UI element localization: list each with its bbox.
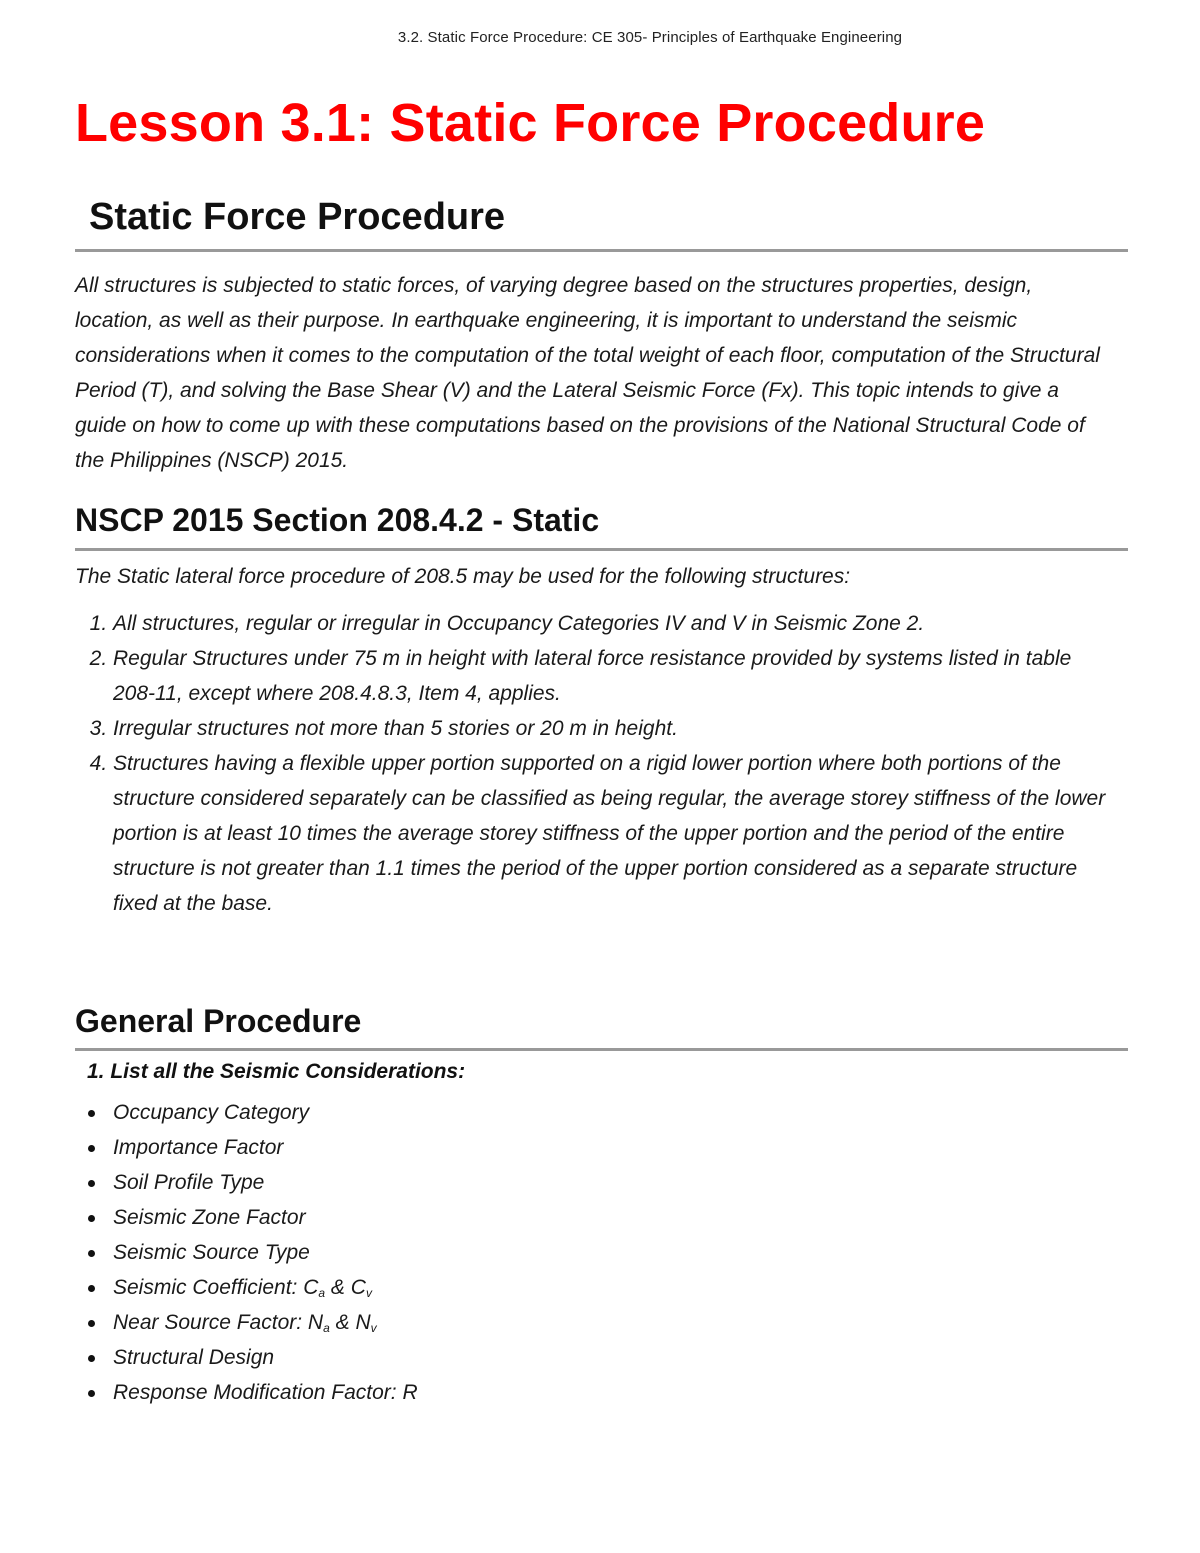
list-item: 4. Structures having a flexible upper portion supported on a rigid lower portion where both portions of the structure considered separately can be classified as being regular, the average storey stiffness of the lower portion is at least 10 times the average storey stiffness of the upper portion and the period of the entire structure is not greater than 1.1 times the period of the upper portion considered as a separate structure fixed at the base. <box>113 746 1113 921</box>
subscript-a: a <box>323 1321 330 1335</box>
list-item: Importance Factor <box>113 1130 1128 1165</box>
near-source-label: Near Source Factor: N <box>113 1311 324 1334</box>
intro-paragraph: All structures is subjected to static forces, of varying degree based on the structures properties, design, location, as well as their purpose. In earthquake engineering, it is important to understand the seismic considerations when it comes to the computation of the total weight of each floor, computation of the Structural Period (T), and solving the Base Shear (V) and the Lateral Seismic Force (Fx). This topic intends to give a guide on how to come up with these computations based on the provisions of the National Structural Code of the Philippines (NSCP) 2015. <box>75 274 1100 472</box>
near-source-amp: & N <box>329 1311 371 1334</box>
list-item: 2. Regular Structures under 75 m in height with lateral force resistance provided by systems listed in table 208-11, except where 208.4.8.3, Item 4, applies. <box>113 641 1113 711</box>
list-item: Seismic Zone Factor <box>113 1200 1128 1235</box>
seismic-considerations-list <box>75 1095 1128 1410</box>
list-item: Structural Design <box>113 1340 1128 1375</box>
list-item: Seismic Source Type <box>113 1235 1128 1270</box>
lesson-title: Lesson 3.1: Static Force Procedure <box>75 93 986 153</box>
print-header: 3.2. Static Force Procedure: CE 305- Principles of Earthquake Engineering <box>397 29 903 46</box>
general-procedure-section <box>75 1003 1128 1410</box>
list-item-seismic-coefficient <box>113 1270 1128 1305</box>
section-heading: Static Force Procedure <box>75 196 1128 252</box>
list-item: Soil Profile Type <box>113 1165 1128 1200</box>
section-heading: General Procedure <box>75 1003 1128 1051</box>
nscp-intro: The Static lateral force procedure of 208.5 may be used for the following structures: <box>75 565 851 588</box>
nscp-list <box>75 606 1113 921</box>
subscript-v: v <box>365 1286 372 1300</box>
coefficient-label: Seismic Coefficient: C <box>113 1276 319 1299</box>
list-item: 3. Irregular structures not more than 5 stories or 20 m in height. <box>113 711 1113 746</box>
list-item: Response Modification Factor: R <box>113 1375 1128 1410</box>
list-item-near-source <box>113 1305 1128 1340</box>
subscript-v: v <box>370 1321 377 1335</box>
coefficient-amp: & C <box>325 1276 366 1299</box>
nscp-section <box>75 502 1128 921</box>
subscript-a: a <box>318 1286 326 1300</box>
section-heading: NSCP 2015 Section 208.4.2 - Static <box>75 502 1128 551</box>
step-title: 1. List all the Seismic Considerations: <box>87 1060 466 1083</box>
static-force-section <box>75 196 1128 478</box>
list-item: 1. All structures, regular or irregular in Occupancy Categories IV and V in Seismic Zone 2. <box>113 606 1113 641</box>
list-item: Occupancy Category <box>113 1095 1128 1130</box>
